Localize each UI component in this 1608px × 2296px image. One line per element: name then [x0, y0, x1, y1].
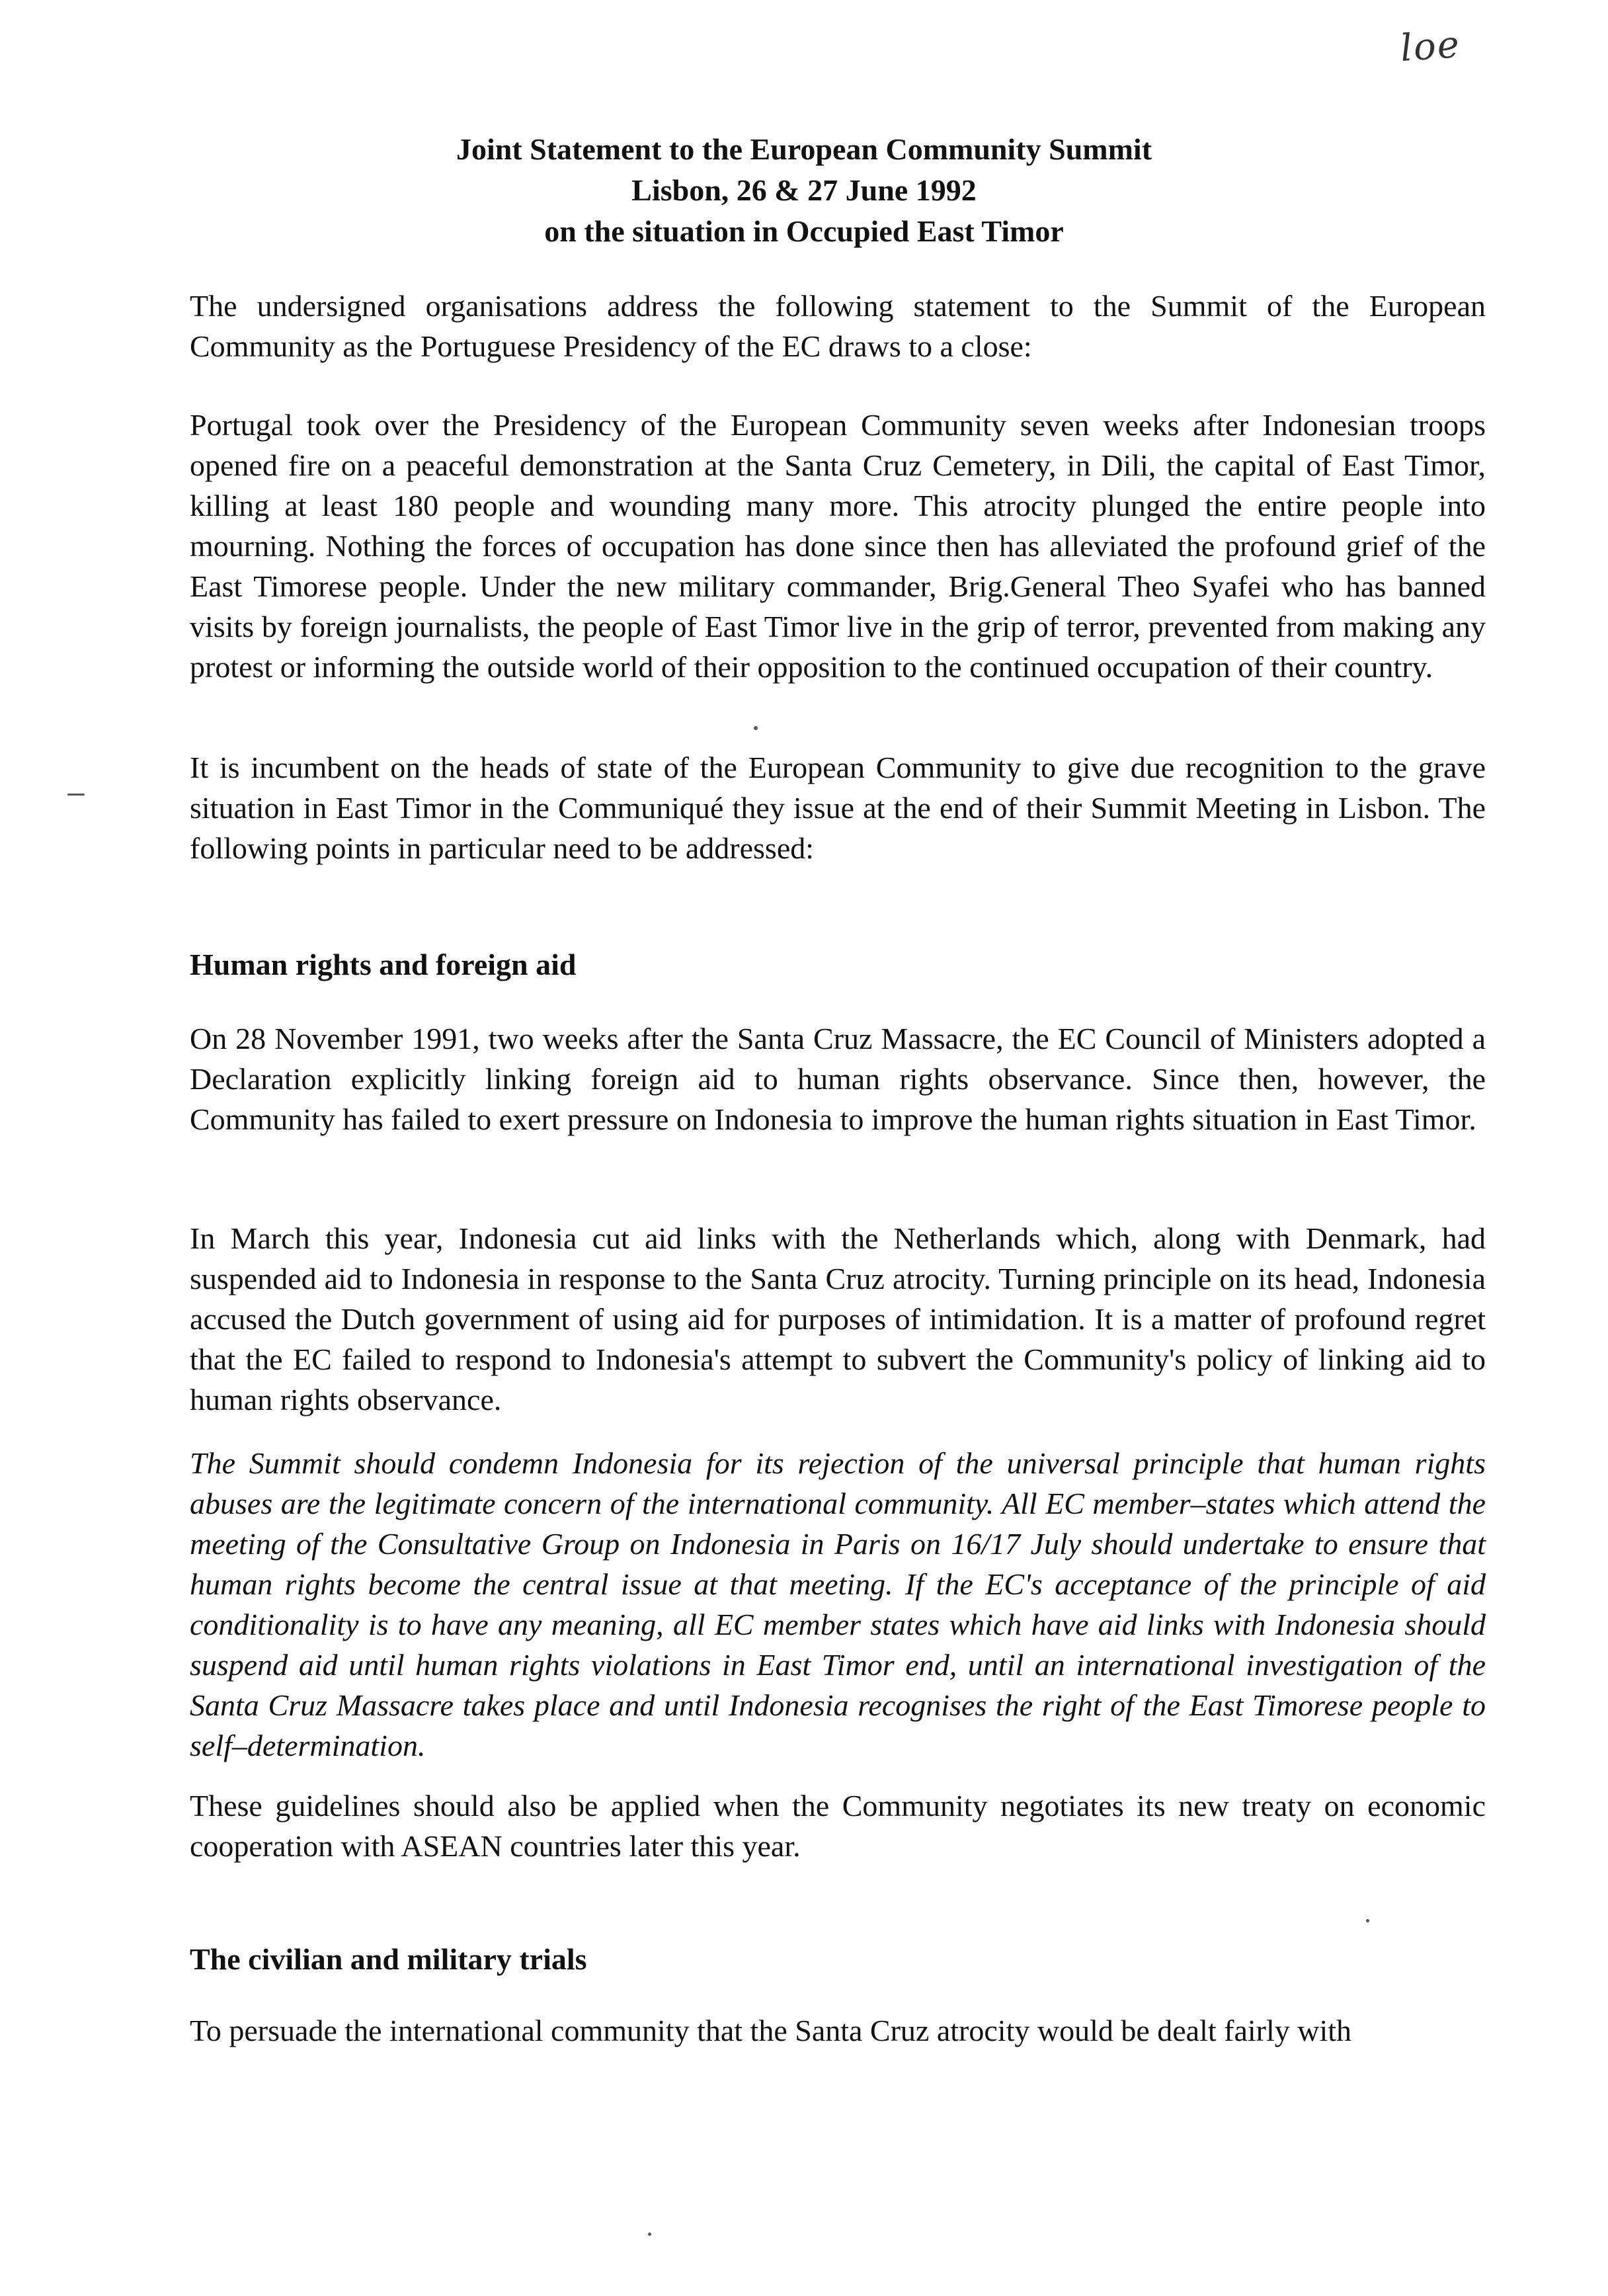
- paragraph-november-declaration: On 28 November 1991, two weeks after the Santa Cruz Massacre, the EC Council of Ministers adopted a Declaration explicitly linking foreign aid to human rights observance. Since then, however, the Community has failed to exert pressure on Indonesia to improve the human rights situation in East Timor.: [190, 1022, 1486, 1136]
- scan-speck: [754, 726, 758, 730]
- paragraph-incumbent: It is incumbent on the heads of state of the European Community to give due recognition to the grave situation in East Timor in the Communiqué they issue at the end of their Summit Meeting in Lisbon. The following points in particular need to be addressed:: [190, 751, 1486, 865]
- scan-speck: [648, 2233, 651, 2236]
- section-heading-human-rights: Human rights and foreign aid: [190, 948, 577, 981]
- section-heading-trials: The civilian and military trials: [190, 1942, 587, 1976]
- scan-mark: [67, 794, 85, 796]
- title-line-3: on the situation in Occupied East Timor: [544, 214, 1064, 248]
- title-line-2: Lisbon, 26 & 27 June 1992: [631, 173, 977, 207]
- document-title: [0, 129, 1608, 252]
- paragraph-asean-guidelines: These guidelines should also be applied when the Community negotiates its new treaty on economic cooperation with ASEAN countries later this year.: [190, 1789, 1486, 1863]
- paragraph-presidency: Portugal took over the Presidency of the European Community seven weeks after Indonesian troops opened fire on a peaceful demonstration at the Santa Cruz Cemetery, in Dili, the capital of East Timor, killing at least 180 people and wounding many more. This atrocity plunged the entire people into mourning. Nothing the forces of occupation has done since then has alleviated the profound grief of the East Timorese people. Under the new military commander, Brig.General Theo Syafei who has banned visits by foreign journalists, the people of East Timor live in the grip of terror, prevented from making any protest or informing the outside world of their opposition to the continued occupation of their country.: [190, 408, 1486, 684]
- title-line-1: Joint Statement to the European Community Summit: [456, 132, 1152, 166]
- paragraph-summit-demands: The Summit should condemn Indonesia for its rejection of the universal principle that human rights abuses are the legitimate concern of the international community. All EC member–states which attend the meeting of the Consultative Group on Indonesia in Paris on 16/17 July should undertake to ensure that human rights become the central issue at that meeting. If the EC's acceptance of the principle of aid conditionality is to have any meaning, all EC member states which have aid links with Indonesia should suspend aid until human rights violations in East Timor end, until an international investigation of the Santa Cruz Massacre takes place and until Indonesia recognises the right of the East Timorese people to self–determination.: [190, 1446, 1486, 1762]
- handwritten-note: loe: [1398, 22, 1462, 71]
- paragraph-march-aid: In March this year, Indonesia cut aid links with the Netherlands which, along with Denmark, had suspended aid to Indonesia in response to the Santa Cruz atrocity. Turning principle on its head, Indonesia accused the Dutch government of using aid for purposes of intimidation. It is a matter of profound regret that the EC failed to respond to Indonesia's attempt to subvert the Community's policy of linking aid to human rights observance.: [190, 1221, 1486, 1416]
- paragraph-trials: To persuade the international community that the Santa Cruz atrocity would be dealt fairly with: [190, 2014, 1352, 2047]
- scan-speck: [1366, 1919, 1369, 1922]
- intro-paragraph: The undersigned organisations address the following statement to the Summit of the European Community as the Portuguese Presidency of the EC draws to a close:: [190, 289, 1486, 363]
